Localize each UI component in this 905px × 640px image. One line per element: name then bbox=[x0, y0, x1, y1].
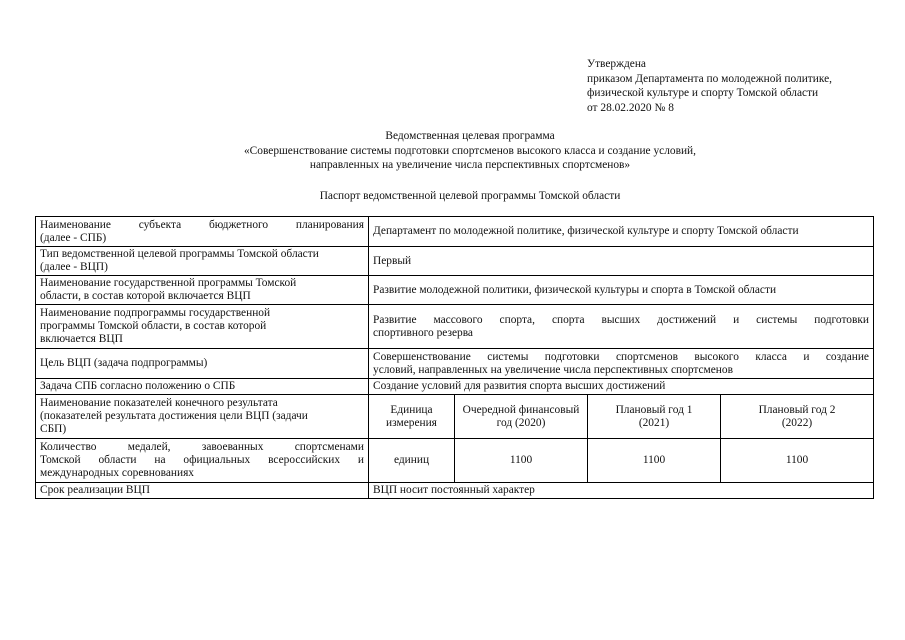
table-row bbox=[36, 349, 874, 379]
passport-title: Паспорт ведомственной целевой программы Томской области bbox=[319, 190, 621, 202]
label-line: международных соревнованиях bbox=[40, 467, 195, 479]
label-line: Наименование субъекта бюджетного планирования bbox=[40, 218, 364, 231]
table-row bbox=[36, 305, 874, 349]
plan-year-2-header bbox=[721, 395, 874, 439]
current-year-header bbox=[455, 395, 588, 439]
indicators-header-row bbox=[36, 395, 874, 439]
approval-line: физической культуре и спорту Томской области bbox=[587, 87, 819, 99]
label-line: СБП) bbox=[40, 423, 67, 435]
approval-line: Утверждена bbox=[587, 58, 646, 70]
approval-date-line: от 28.02.2020 № 8 bbox=[587, 101, 674, 114]
table-row bbox=[36, 247, 874, 276]
indicator-current-value: 1100 bbox=[455, 439, 588, 483]
indicator-row bbox=[36, 439, 874, 483]
row-label bbox=[36, 217, 369, 247]
header-line: (2022) bbox=[781, 416, 813, 429]
row-value bbox=[369, 305, 874, 349]
indicator-label bbox=[36, 439, 369, 483]
row-label bbox=[36, 305, 369, 349]
indicator-plan2-value: 1100 bbox=[721, 439, 874, 483]
value-line: Совершенствование системы подготовки спортсменов высокого класса и создание bbox=[373, 350, 869, 363]
label-line: Томской области на официальных всероссийских и bbox=[40, 454, 364, 466]
label-line: Тип ведомственной целевой программы Томской области bbox=[40, 248, 319, 260]
program-type: Ведомственная целевая программа bbox=[385, 130, 555, 142]
label-line: программы Томской области, в состав которой bbox=[40, 320, 267, 332]
label-line: Количество медалей, завоеванных спортсменами bbox=[40, 441, 364, 453]
label-line: области, в состав которой включается ВЦП bbox=[40, 290, 251, 302]
header-line: Очередной финансовый bbox=[462, 403, 580, 416]
label-line: Наименование показателей конечного результата bbox=[40, 397, 278, 409]
label-line: (показателей результата достижения цели ВЦП (задачи bbox=[40, 410, 308, 422]
approval-stamp bbox=[587, 57, 887, 115]
row-label: Задача СПБ согласно положению о СПБ bbox=[36, 379, 369, 395]
row-value: Создание условий для развития спорта высших достижений bbox=[369, 379, 874, 395]
row-label bbox=[36, 276, 369, 305]
label-line: (далее - ВЦП) bbox=[40, 261, 108, 273]
row-label bbox=[36, 247, 369, 276]
value-line: спортивного резерва bbox=[373, 326, 473, 339]
label-line: Наименование государственной программы Томской bbox=[40, 277, 297, 289]
row-label: Цель ВЦП (задача подпрограммы) bbox=[36, 349, 369, 379]
row-value: Департамент по молодежной политике, физической культуре и спорту Томской области bbox=[369, 217, 874, 247]
program-name-line: направленных на увеличение числа перспективных спортсменов» bbox=[309, 159, 631, 171]
approval-line: приказом Департамента по молодежной политике, bbox=[587, 72, 833, 85]
term-value: ВЦП носит постоянный характер bbox=[369, 483, 874, 499]
indicator-unit: единиц bbox=[369, 439, 455, 483]
label-line: (далее - СПБ) bbox=[40, 231, 107, 244]
indicators-label bbox=[36, 395, 369, 439]
row-value: Развитие молодежной политики, физической культуры и спорта в Томской области bbox=[369, 276, 874, 305]
header-line: измерения bbox=[386, 416, 437, 429]
unit-header bbox=[369, 395, 455, 439]
term-label: Срок реализации ВЦП bbox=[36, 483, 369, 499]
header-line: год (2020) bbox=[496, 416, 546, 429]
label-line: Наименование подпрограммы государственной bbox=[40, 307, 271, 319]
table-row bbox=[36, 217, 874, 247]
indicator-plan1-value: 1100 bbox=[588, 439, 721, 483]
plan-year-1-header bbox=[588, 395, 721, 439]
passport-table bbox=[35, 216, 874, 499]
row-value bbox=[369, 349, 874, 379]
program-heading bbox=[180, 129, 760, 173]
table-row bbox=[36, 276, 874, 305]
header-line: Плановый год 2 bbox=[758, 403, 836, 416]
table-row bbox=[36, 379, 874, 395]
header-line: Плановый год 1 bbox=[615, 403, 693, 416]
program-name-line: «Совершенствование системы подготовки спортсменов высокого класса и создание условий, bbox=[243, 144, 697, 157]
value-line: Развитие массового спорта, спорта высших достижений и системы подготовки bbox=[373, 313, 869, 326]
header-line: Единица bbox=[390, 403, 433, 416]
row-value: Первый bbox=[369, 247, 874, 276]
table-row bbox=[36, 483, 874, 499]
header-line: (2021) bbox=[638, 416, 670, 429]
label-line: включается ВЦП bbox=[40, 333, 123, 345]
value-line: условий, направленных на увеличение числа перспективных спортсменов bbox=[373, 363, 733, 376]
